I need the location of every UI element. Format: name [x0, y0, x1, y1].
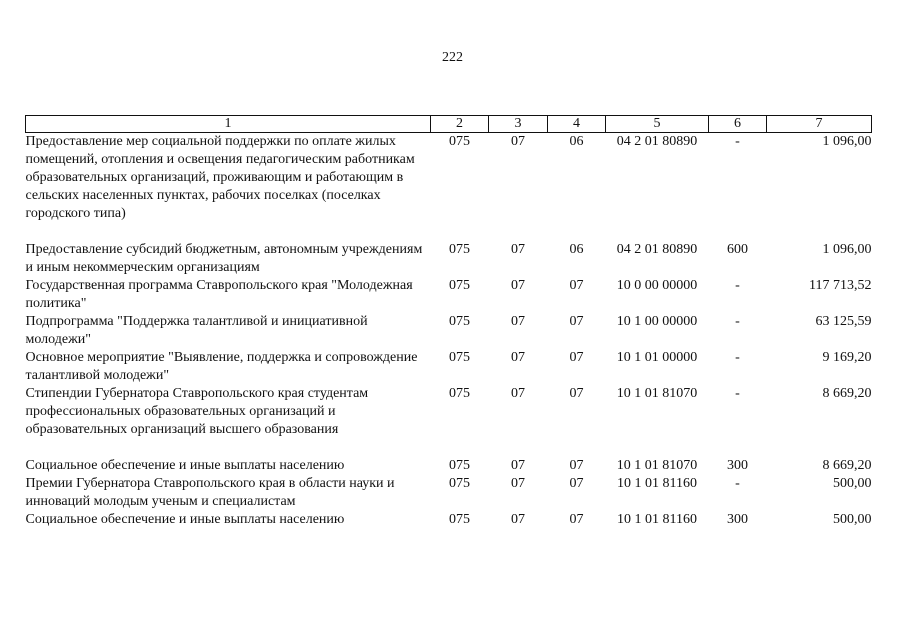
column-header: 7 — [767, 116, 872, 133]
row-name: Социальное обеспечение и иные выплаты населению — [25, 512, 345, 527]
table-row — [26, 313, 872, 349]
cell-expense-type: - — [735, 476, 740, 491]
cell-target-article: 10 1 01 00000 — [616, 350, 698, 365]
cell-expense-type: - — [735, 314, 740, 329]
cell-target-article: 04 2 01 80890 — [616, 242, 698, 257]
cell-section: 07 — [511, 476, 525, 491]
cell-section: 07 — [511, 458, 525, 473]
row-name: Предоставление мер социальной поддержки по оплате жилых помещений, отопления и освещения педагогическим работникам образовательных организаций, проживающим и работающим в сельских населенных пунктах, рабочих поселках (поселках городского типа) — [25, 134, 415, 221]
cell-expense-type: - — [735, 278, 740, 293]
column-header: 1 — [26, 116, 431, 133]
cell-subsection: 06 — [569, 134, 584, 149]
table-row — [26, 133, 872, 224]
cell-amount: 8 669,20 — [822, 386, 872, 401]
cell-amount: 63 125,59 — [815, 314, 872, 329]
cell-section: 07 — [511, 278, 525, 293]
table-row — [26, 241, 872, 277]
column-header: 4 — [548, 116, 606, 133]
row-spacer — [26, 223, 872, 241]
cell-section: 07 — [511, 242, 525, 257]
column-header: 6 — [709, 116, 767, 133]
cell-ministry-code: 075 — [449, 134, 470, 149]
budget-table — [25, 115, 872, 529]
cell-ministry-code: 075 — [449, 350, 470, 365]
cell-subsection: 07 — [569, 314, 584, 329]
table-row — [26, 277, 872, 313]
page-number: 222 — [442, 50, 463, 65]
table-row — [26, 475, 872, 511]
row-name: Подпрограмма "Поддержка талантливой и инициативной молодежи" — [25, 314, 368, 347]
cell-subsection: 06 — [569, 242, 584, 257]
cell-section: 07 — [511, 314, 525, 329]
cell-amount: 500,00 — [833, 512, 872, 527]
column-header: 5 — [606, 116, 709, 133]
row-name: Предоставление субсидий бюджетным, автономным учреждениям и иным некоммерческим организациям — [25, 242, 423, 275]
cell-subsection: 07 — [569, 386, 584, 401]
cell-section: 07 — [511, 350, 525, 365]
cell-target-article: 10 1 01 81160 — [617, 476, 697, 491]
cell-expense-type: 300 — [727, 458, 748, 473]
cell-subsection: 07 — [569, 512, 584, 527]
cell-target-article: 04 2 01 80890 — [616, 134, 698, 149]
cell-subsection: 07 — [569, 350, 584, 365]
cell-amount: 117 713,52 — [809, 278, 872, 293]
cell-section: 07 — [511, 512, 525, 527]
cell-amount: 500,00 — [833, 476, 872, 491]
cell-subsection: 07 — [569, 476, 584, 491]
row-name: Социальное обеспечение и иные выплаты населению — [25, 458, 345, 473]
cell-ministry-code: 075 — [449, 458, 470, 473]
cell-amount: 1 096,00 — [822, 134, 872, 149]
cell-subsection: 07 — [569, 458, 584, 473]
row-name: Основное мероприятие "Выявление, поддержка и сопровождение талантливой молодежи" — [25, 350, 418, 383]
cell-target-article: 10 1 01 81070 — [616, 458, 698, 473]
cell-subsection: 07 — [569, 278, 584, 293]
cell-amount: 1 096,00 — [822, 242, 872, 257]
table-row — [26, 385, 872, 439]
cell-expense-type: - — [735, 350, 740, 365]
row-name: Премии Губернатора Ставропольского края в области науки и инноваций молодым ученым и специалистам — [25, 476, 395, 509]
cell-expense-type: - — [735, 134, 740, 149]
column-header: 3 — [489, 116, 548, 133]
cell-target-article: 10 1 00 00000 — [616, 314, 698, 329]
cell-ministry-code: 075 — [449, 278, 470, 293]
column-header: 2 — [431, 116, 489, 133]
table-row — [26, 349, 872, 385]
table-header-row — [26, 116, 872, 133]
cell-amount: 9 169,20 — [822, 350, 872, 365]
cell-ministry-code: 075 — [449, 476, 470, 491]
cell-ministry-code: 075 — [449, 512, 470, 527]
cell-target-article: 10 0 00 00000 — [616, 278, 698, 293]
cell-section: 07 — [511, 386, 525, 401]
cell-amount: 8 669,20 — [822, 458, 872, 473]
row-name: Государственная программа Ставропольского края "Молодежная политика" — [25, 278, 413, 311]
row-name: Стипендии Губернатора Ставропольского края студентам профессиональных образовательных организаций и образовательных организаций высшего образования — [25, 386, 369, 437]
row-spacer — [26, 439, 872, 457]
cell-ministry-code: 075 — [449, 314, 470, 329]
cell-ministry-code: 075 — [449, 242, 470, 257]
cell-target-article: 10 1 01 81160 — [617, 512, 697, 527]
cell-ministry-code: 075 — [449, 386, 470, 401]
table-row — [26, 457, 872, 475]
cell-expense-type: 600 — [727, 242, 748, 257]
cell-section: 07 — [511, 134, 525, 149]
cell-expense-type: 300 — [727, 512, 748, 527]
table-row — [26, 511, 872, 529]
cell-expense-type: - — [735, 386, 740, 401]
cell-target-article: 10 1 01 81070 — [616, 386, 698, 401]
